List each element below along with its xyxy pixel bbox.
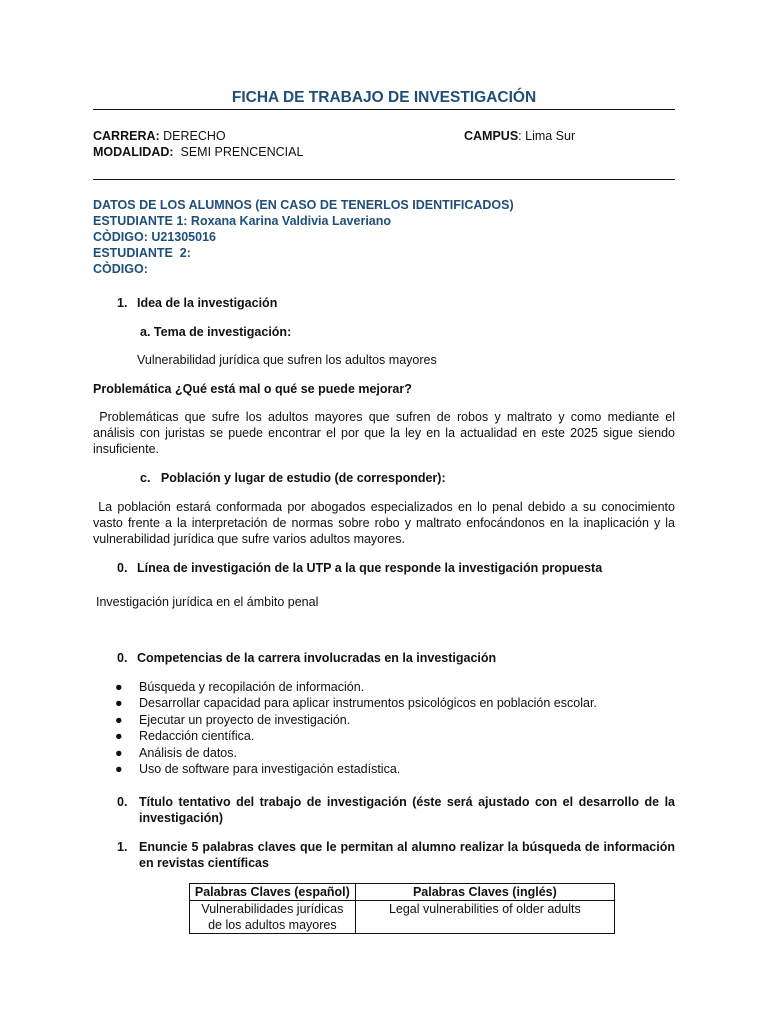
section-1-title: Idea de la investigación — [137, 296, 278, 310]
section-3-number: 0. — [117, 651, 128, 665]
keywords-table — [189, 883, 615, 934]
carrera-label: CARRERA: — [93, 129, 160, 143]
campus-value: : Lima Sur — [518, 129, 576, 143]
section-3-title: Competencias de la carrera involucradas en la investigación — [137, 651, 497, 665]
campus-line — [464, 128, 575, 144]
section-5-heading — [93, 839, 675, 871]
modalidad-label: MODALIDAD: — [93, 145, 174, 159]
list-item: ● Uso de software para investigación estadística. — [93, 761, 675, 777]
document-title: FICHA DE TRABAJO DE INVESTIGACIÓN — [231, 89, 537, 106]
carrera-line — [93, 128, 226, 144]
list-item: ● Búsqueda y recopilación de información. — [93, 679, 675, 695]
list-item: ● Análisis de datos. — [93, 745, 675, 761]
list-item: ● Desarrollar capacidad para aplicar instrumentos psicológicos en población escolar. — [93, 695, 675, 711]
codigo-2: CÒDIGO: — [93, 262, 148, 276]
campus-label: CAMPUS — [464, 129, 519, 143]
section-4-title: Título tentativo del trabajo de investigación (éste será ajustado con el desarrollo de la investigación) — [139, 795, 675, 825]
title-divider — [93, 109, 675, 110]
section-2-number: 0. — [117, 561, 128, 575]
modalidad-line — [93, 144, 303, 160]
section-1a-title: Tema de investigación: — [153, 325, 292, 339]
list-item: ● Ejecutar un proyecto de investigación. — [93, 712, 675, 728]
table-header-en: Palabras Claves (inglés) — [355, 884, 614, 901]
alumnos-heading: DATOS DE LOS ALUMNOS (EN CASO DE TENERLOS IDENTIFICADOS) — [93, 198, 514, 212]
list-item: ● Redacción científica. — [93, 728, 675, 744]
modalidad-value: SEMI PRENCENCIAL — [173, 145, 304, 159]
section-3-heading — [117, 650, 496, 666]
bullet-icon: ● — [115, 680, 123, 694]
table-cell-es: Vulnerabilidades jurídicas de los adultos mayores — [190, 901, 356, 934]
bullet-icon: ● — [115, 761, 123, 776]
section-1a-heading — [140, 324, 291, 340]
bullet-icon: ● — [115, 696, 123, 711]
section-5-number: 1. — [117, 840, 128, 854]
section-4-number: 0. — [117, 795, 128, 809]
table-row — [190, 901, 615, 934]
estudiante-1: ESTUDIANTE 1: Roxana Karina Valdivia Laveriano — [93, 214, 392, 228]
info-divider — [93, 179, 675, 180]
bullet-icon: ● — [115, 729, 123, 744]
section-2-body: Investigación jurídica en el ámbito penal — [96, 595, 319, 609]
problem-body: Problemáticas que sufre los adultos mayores que sufren de robos y maltrato y como mediante el análisis con juristas se puede encontrar el por que la ley en la actualidad en este 2025 sigue siendo insuficiente. — [93, 410, 679, 456]
section-1c-number: c. — [140, 471, 151, 485]
problem-heading: Problemática ¿Qué está mal o qué se puede mejorar? — [93, 382, 412, 396]
competencias-list — [93, 679, 675, 777]
section-1-heading — [117, 295, 277, 311]
codigo-1: CÒDIGO: U21305016 — [93, 230, 216, 244]
bullet-icon: ● — [115, 745, 123, 760]
carrera-value: DERECHO — [159, 129, 226, 143]
table-header-es: Palabras Claves (español) — [190, 884, 356, 901]
section-4-heading — [93, 794, 675, 826]
section-1c-title: Población y lugar de estudio (de corresponder): — [160, 471, 446, 485]
table-header-row — [190, 884, 615, 901]
section-2-heading — [117, 560, 602, 576]
section-1a-number: a. — [140, 325, 151, 339]
bullet-icon: ● — [115, 712, 123, 727]
section-2-title: Línea de investigación de la UTP a la que responde la investigación propuesta — [137, 561, 603, 575]
section-1-number: 1. — [117, 296, 128, 310]
section-1a-body: Vulnerabilidad jurídica que sufren los adultos mayores — [137, 353, 437, 367]
section-1c-heading — [140, 470, 446, 486]
section-1c-body: La población estará conformada por abogados especializados en lo penal debido a su conocimiento vasto frente a la interpretación de normas sobre robo y maltrato enfocándonos en la inaplicación y la vulnerabilidad jurídica que sufre varios adultos mayores. — [93, 500, 679, 546]
estudiante-2: ESTUDIANTE 2: — [93, 246, 191, 260]
table-cell-en: Legal vulnerabilities of older adults — [355, 901, 614, 934]
section-5-title: Enuncie 5 palabras claves que le permitan al alumno realizar la búsqueda de información en revistas científicas — [139, 840, 675, 870]
